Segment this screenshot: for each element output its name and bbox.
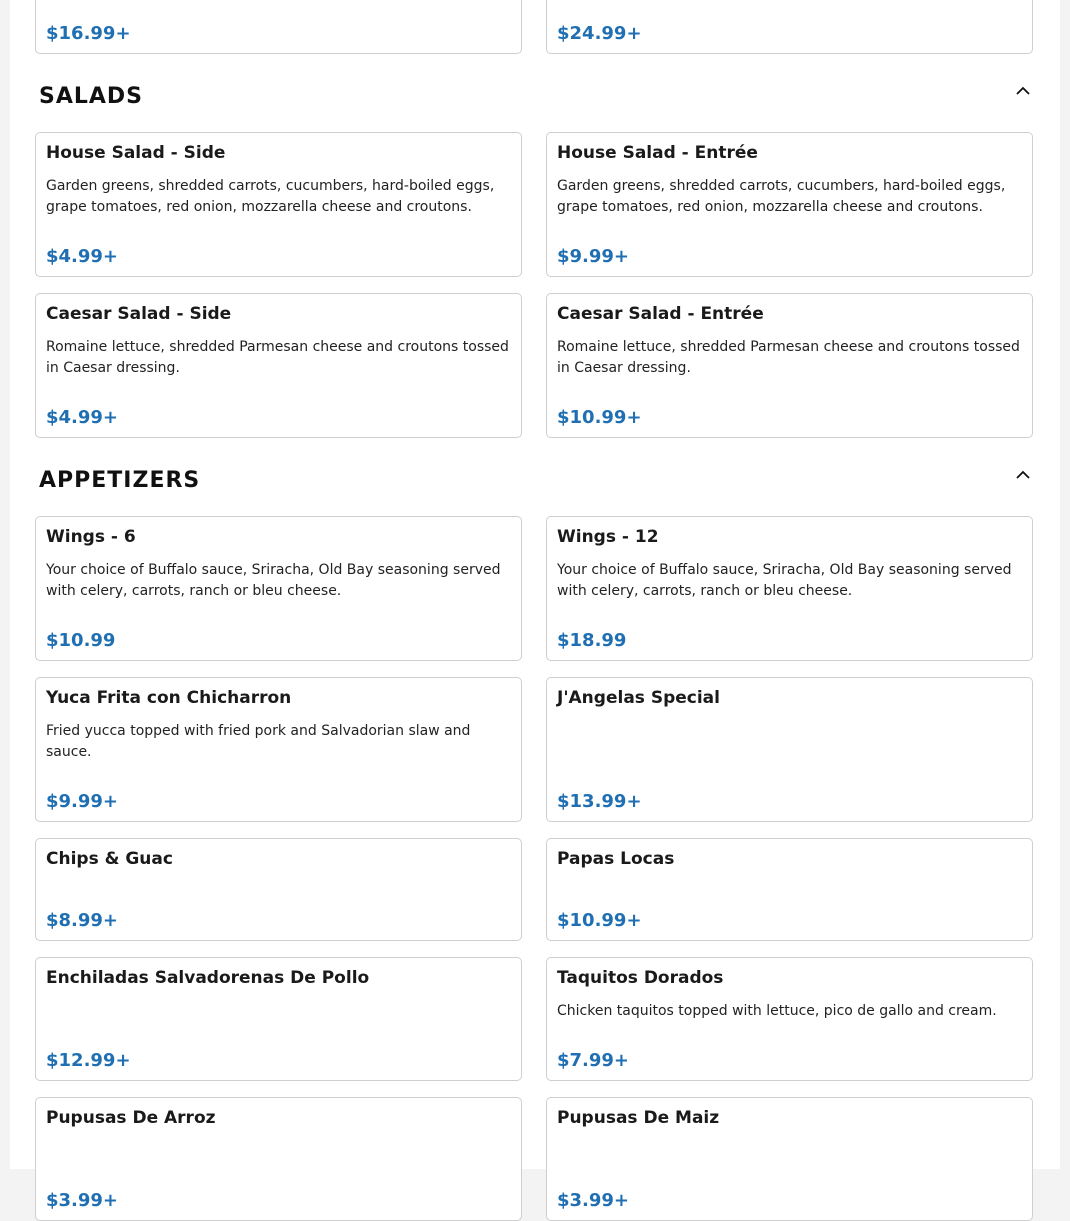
menu-item-card[interactable] [35,0,522,54]
menu-item-price: $9.99+ [557,246,630,267]
menu-page [10,0,1060,1211]
menu-item-name: Chips & Guac [46,849,173,869]
menu-item-card[interactable] [35,838,522,941]
menu-item-price: $16.99+ [46,23,131,44]
menu-item-price: $10.99+ [557,910,642,931]
menu-item-price: $13.99+ [557,791,642,812]
menu-item-name: Wings - 12 [557,527,659,547]
menu-item-description: Your choice of Buffalo sauce, Sriracha, Old Bay seasoning served with celery, carrots, ranch or bleu cheese. [46,562,501,599]
menu-item-name: Pupusas De Maiz [557,1108,720,1128]
menu-item-card[interactable] [546,0,1033,54]
section-title: SALADS [39,84,144,109]
menu-item-name: House Salad - Entrée [557,143,758,163]
menu-item-card[interactable] [546,677,1033,822]
menu-item-card[interactable] [35,132,522,277]
menu-item-name: House Salad - Side [46,143,226,163]
menu-item-price: $18.99 [557,630,627,651]
menu-item-name: Caesar Salad - Side [46,304,232,324]
menu-item-card[interactable] [35,1097,522,1221]
chevron-up-icon[interactable] [1013,80,1033,100]
menu-item-card[interactable] [546,1097,1033,1221]
menu-item-price: $3.99+ [46,1190,119,1211]
menu-item-price: $4.99+ [46,407,119,428]
menu-item-name: Yuca Frita con Chicharron [46,688,292,708]
menu-item-description: Chicken taquitos topped with lettuce, pico de gallo and cream. [557,1003,997,1019]
menu-item-name: Wings - 6 [46,527,136,547]
menu-item-card[interactable] [546,293,1033,438]
section-title: APPETIZERS [39,468,201,493]
menu-item-name: Pupusas De Arroz [46,1108,216,1128]
menu-item-card[interactable] [35,957,522,1081]
menu-item-card[interactable] [546,838,1033,941]
section-header-appetizers [35,468,1033,494]
menu-item-name: J'Angelas Special [557,688,720,708]
menu-item-price: $10.99+ [557,407,642,428]
menu-item-name: Enchiladas Salvadorenas De Pollo [46,968,370,988]
menu-item-card[interactable] [35,516,522,661]
section-header-salads [35,84,1033,110]
menu-item-name: Taquitos Dorados [557,968,724,988]
menu-item-description: Fried yucca topped with fried pork and Salvadorian slaw and sauce. [46,723,471,760]
menu-item-description: Romaine lettuce, shredded Parmesan cheese and croutons tossed in Caesar dressing. [46,339,509,376]
menu-item-name: Papas Locas [557,849,675,869]
menu-item-price: $7.99+ [557,1050,630,1071]
menu-item-card[interactable] [35,677,522,822]
menu-item-price: $8.99+ [46,910,119,931]
menu-item-price: $24.99+ [557,23,642,44]
menu-item-price: $12.99+ [46,1050,131,1071]
menu-item-card[interactable] [546,132,1033,277]
menu-item-name: Caesar Salad - Entrée [557,304,764,324]
menu-item-description: Romaine lettuce, shredded Parmesan cheese and croutons tossed in Caesar dressing. [557,339,1020,376]
menu-item-card[interactable] [546,516,1033,661]
appetizers-grid [35,516,1033,1221]
chevron-up-icon[interactable] [1013,464,1033,484]
menu-item-card[interactable] [35,293,522,438]
menu-item-description: Garden greens, shredded carrots, cucumbers, hard-boiled eggs, grape tomatoes, red onion, mozzarella cheese and croutons. [557,178,1006,215]
menu-item-description: Garden greens, shredded carrots, cucumbers, hard-boiled eggs, grape tomatoes, red onion, mozzarella cheese and croutons. [46,178,495,215]
menu-item-card[interactable] [546,957,1033,1081]
menu-content [35,0,1033,1221]
previous-section-grid [35,0,1033,54]
menu-item-price: $10.99 [46,630,116,651]
menu-item-price: $4.99+ [46,246,119,267]
salads-grid [35,132,1033,438]
menu-item-description: Your choice of Buffalo sauce, Sriracha, Old Bay seasoning served with celery, carrots, ranch or bleu cheese. [557,562,1012,599]
menu-item-price: $9.99+ [46,791,119,812]
menu-item-price: $3.99+ [557,1190,630,1211]
